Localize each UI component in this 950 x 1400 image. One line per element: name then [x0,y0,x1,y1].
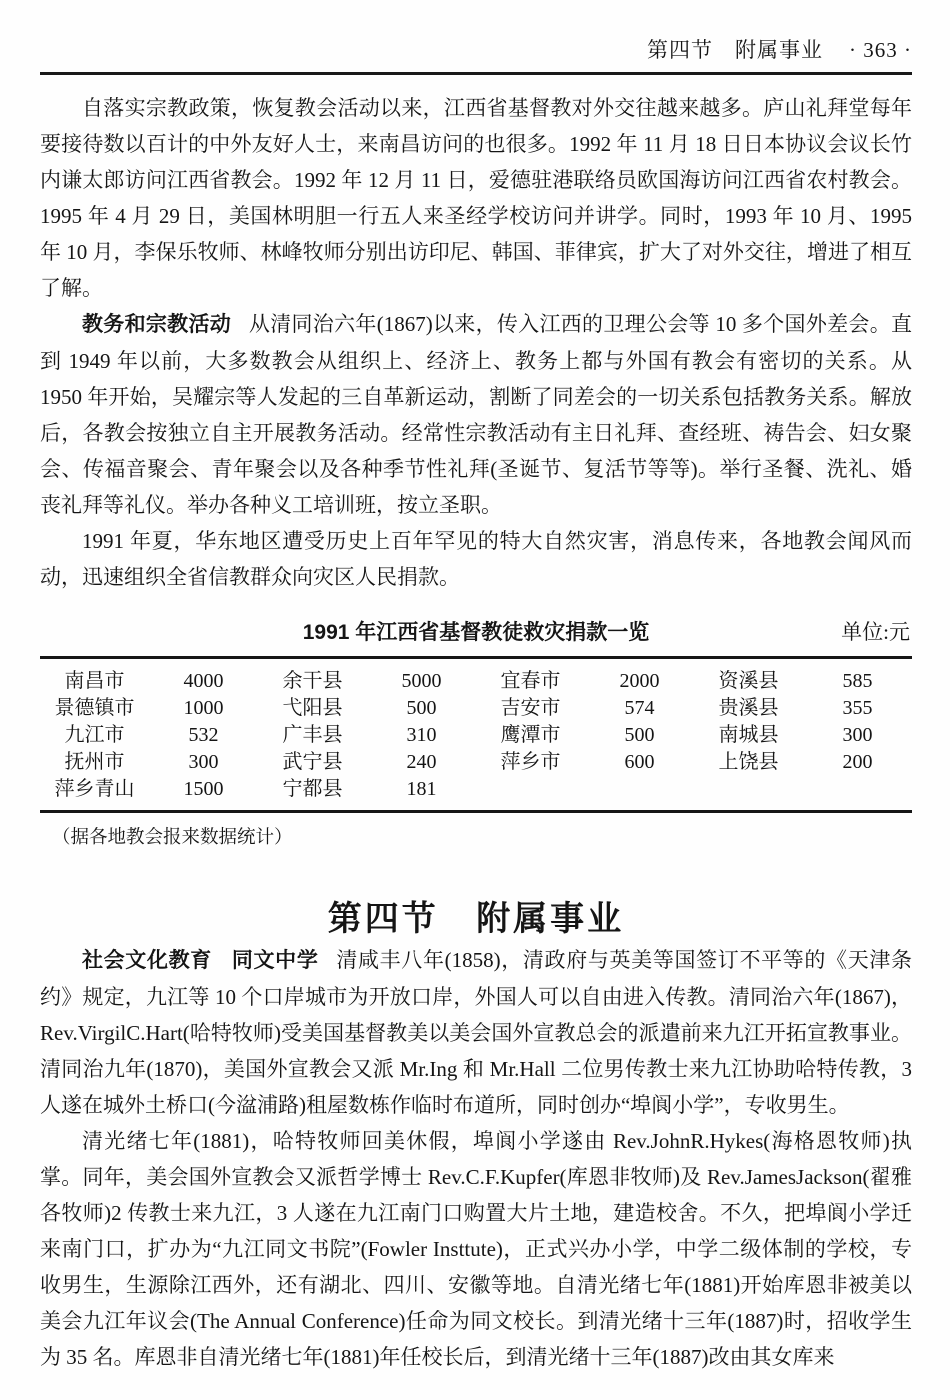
table-unit-label: 单位:元 [841,620,910,644]
table-cell: 300 [842,724,873,746]
table-cell: 宜春市 [500,670,561,692]
table-body [40,668,912,803]
table-cell [476,776,585,803]
running-header [40,0,912,64]
table-cell: 九江市 [64,724,125,746]
table-title: 1991 年江西省基督教徒救灾捐款一览 [302,621,650,644]
table-cell: 355 [842,697,873,719]
table-cell [585,776,694,803]
paragraph-text: 清咸丰八年(1858)，清政府与英美等国签订不平等的《天津条约》规定，九江等 10 个口岸城市为开放口岸，外国人可以自由进入传教。清同治六年(1867)，Rev.VirgilC.Hart(哈特牧师)受美国基督教美以美会国外宣教总会的派遣前来九江开拓宣教事业。清同治九年(1870)，美国外宣教会又派 Mr.Ing 和 Mr.Hall 二位男传教士来九江协助哈特传教，3 人遂在城外土桥口(今湓浦路)租屋数栋作临时布道所，同时创办“埠阆小学”，专收男生。 [40,948,913,1117]
body-paragraph-2 [40,306,912,523]
table-cell: 1000 [183,697,224,719]
table-title-row [40,617,912,648]
paragraph-text: 1991 年夏，华东地区遭受历史上百年罕见的特大自然灾害，消息传来，各地教会闻风而动，迅速组织全省信教群众向灾区人民捐款。 [40,529,912,589]
table-cell: 鹰潭市 [500,724,561,746]
table-cell [803,776,912,803]
table-cell: 抚州市 [64,751,125,773]
table-cell: 310 [406,724,437,746]
page-number: · 363 · [849,38,912,62]
paragraph-text: 清光绪七年(1881)，哈特牧师回美休假，埠阆小学遂由 Rev.JohnR.Hykes(海格恩牧师)执掌。同年，美会国外宣教会又派哲学博士 Rev.C.F.Kupfer(库恩非牧师)及 Rev.JamesJackson(翟雅各牧师)2 传教士来九江，3 人遂在九江南门口购置大片土地，建造校舍。不久，把埠阆小学迁来南门口，扩办为“九江同文书院”(Fowler Insttute)，正式兴办小学，中学二级体制的学校，专收男生，生源除江西外，还有湖北、四川、安徽等地。自清光绪七年(1881)开始库恩非被美以美会九江年议会(The Annual Conference)任命为同文校长。到清光绪十三年(1887)时，招收学生为 35 名。库恩非自清光绪七年(1881)年任校长后，到清光绪十三年(1887)改由其女库来 [40,1129,912,1369]
table-cell: 200 [842,751,873,773]
body-paragraph-3 [40,523,912,595]
table-cell: 南城县 [718,724,779,746]
running-header-section: 第四节 附属事业 [647,38,823,62]
paragraph-text: 自落实宗教政策，恢复教会活动以来，江西省基督教对外交往越来越多。庐山礼拜堂每年要接待数以百计的中外友好人士，来南昌访问的也很多。1992 年 11 月 18 日日本协议会议长竹内谦太郎访问江西省教会。1992 年 12 月 11 日，爱德驻港联络员欧国海访问江西省农村教会。1995 年 4 月 29 日，美国林明胆一行五人来圣经学校访问并讲学。同时，1993 年 10 月、1995 年 10 月，李保乐牧师、林峰牧师分别出访印尼、韩国、菲律宾，扩大了对外交往，增进了相互了解。 [40,96,912,300]
table-cell: 宁都县 [282,778,343,800]
body-paragraph-1 [40,90,912,306]
table-cell: 4000 [183,670,224,692]
section-heading-number: 第四节 [327,901,439,938]
table-cell: 萍乡市 [500,751,561,773]
table-cell: 1500 [183,778,224,800]
table-cell: 贵溪县 [718,697,779,719]
table-cell: 萍乡青山 [54,778,135,800]
section-heading-title: 附属事业 [476,901,625,938]
table-cell: 585 [842,670,873,692]
table-cell: 余干县 [282,670,343,692]
table-cell: 吉安市 [500,697,561,719]
table-cell: 500 [624,724,655,746]
table-cell: 300 [188,751,219,773]
paragraph-text: 从清同治六年(1867)以来，传入江西的卫理公会等 10 多个国外差会。直到 1949 年以前，大多数教会从组织上、经济上、教务上都与外国有教会有密切的关系。从 1950 年开始，吴耀宗等人发起的三自革新运动，割断了同差会的一切关系包括教务关系。解放后，各教会按独立自主开展教务活动。经常性宗教活动有主日礼拜、查经班、祷告会、妇女聚会、传福音聚会、青年聚会以及各种季节性礼拜(圣诞节、复活节等等)。举行圣餐、洗礼、婚丧礼拜等礼仪。举办各种义工培训班，按立圣职。 [40,312,913,517]
table-source-note: （据各地教会报来数据统计） [52,828,293,848]
body-paragraph-5 [40,1123,912,1375]
section-heading [40,898,912,942]
table-cell: 资溪县 [718,670,779,692]
table-cell: 240 [406,751,437,773]
table-cell: 上饶县 [718,751,779,773]
table-cell: 600 [624,751,655,773]
table-cell [694,776,803,803]
table-cell: 574 [624,697,655,719]
paragraph-lead: 教务和宗教活动 [82,313,232,336]
table-cell: 532 [188,724,219,746]
paragraph-lead: 社会文化教育 [82,949,212,972]
table-cell: 500 [406,697,437,719]
table-cell: 景德镇市 [54,697,135,719]
table-cell: 5000 [401,670,442,692]
table-cell: 南昌市 [64,670,125,692]
header-rule [40,72,912,75]
donation-table [40,656,912,813]
body-paragraph-4 [40,942,912,1123]
table-cell: 2000 [619,670,660,692]
table-cell: 广丰县 [282,724,343,746]
table-cell: 181 [406,778,437,800]
table-cell: 武宁县 [282,751,343,773]
table-cell: 弋阳县 [282,697,343,719]
paragraph-sublead: 同文中学 [231,949,319,972]
